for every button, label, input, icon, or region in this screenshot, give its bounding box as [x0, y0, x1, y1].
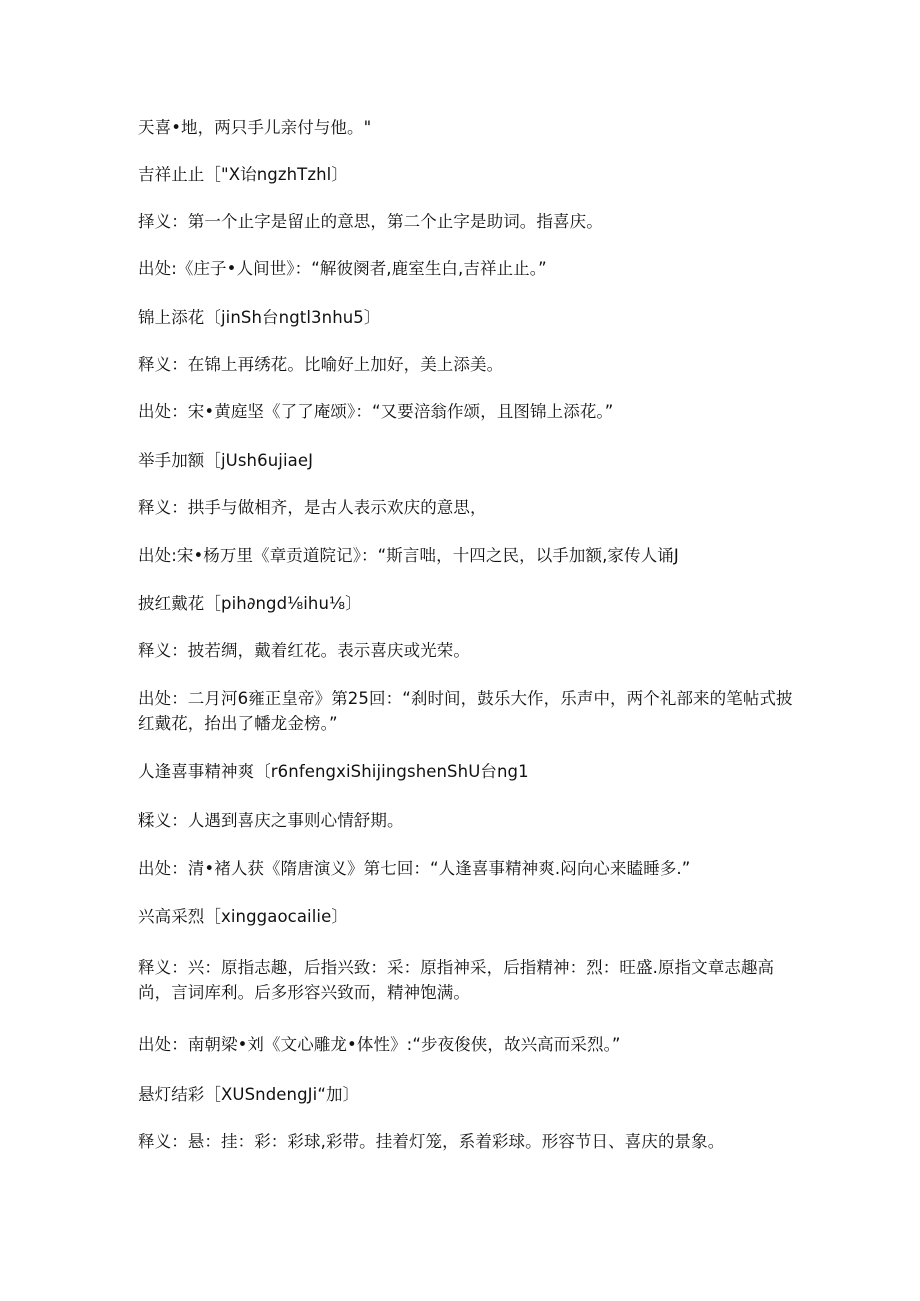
entry-title: 举手加额［jUsh6ujiaeJ — [138, 451, 314, 470]
definition-line: 释义：披若绸，戴着红花。表示喜庆或光荣。 — [138, 641, 470, 660]
source-line: 出处：南朝梁•刘《文心雕龙•体性》:“步夜俊侠，故兴高而采烈。” — [138, 1035, 621, 1054]
entry-title: 锦上添花〔jinSh台ngtl3nhu5〕 — [138, 308, 381, 327]
entry-title: 披红戴花［pih∂ngd⅛ihu⅛〕 — [138, 594, 362, 613]
entry-title: 悬灯结彩［XUSndengJi“加〕 — [138, 1085, 360, 1104]
entry-title: 吉祥止止［"X诒ngzhTzhl〕 — [138, 165, 348, 184]
source-line: 出处：清•褚人获《隋唐演义》第七回：“人逢喜事精神爽.闷向心来瞌睡多.” — [138, 859, 691, 878]
source-line: 出处:宋•杨万里《章贡道院记》：“斯言咄，十四之民，以手加额,家传人诵J — [138, 546, 679, 565]
source-line: 出处:《庄子•人间世》：“解彼阕者,鹿室生白,吉祥止止。” — [138, 259, 547, 278]
text-line: 天喜•地，两只手儿亲付与他。" — [138, 118, 372, 137]
definition-line: 释义：在锦上再绣花。比喻好上加好，美上添美。 — [138, 355, 504, 374]
definition-line: 释义：兴：原指志趣，后指兴致：采：原指神采，后指精神：烈：旺盛.原指文章志趣高尚，言词库利。后多形容兴致而，精神饱满。 — [138, 958, 775, 1002]
definition-line: 糅义：人遇到喜庆之事则心情舒期。 — [138, 811, 404, 830]
source-line: 出处：宋•黄庭坚《了了庵颂》：“又要涪翁作颂，且图锦上添花。” — [138, 402, 614, 421]
entry-title: 人逢喜事精神爽〔r6nfengxiShijingshenShU台ng1 — [138, 762, 529, 781]
source-line: 出处：二月河6雍正皇帝》第25回：“刹时间，鼓乐大作，乐声中，两个礼部来的笔帖式披红戴花，抬出了幡龙金榜。” — [138, 689, 793, 733]
definition-line: 释义：悬：挂：彩：彩球,彩带。挂着灯笼，系着彩球。形容节日、喜庆的景象。 — [138, 1132, 725, 1151]
definition-line: 释义：拱手与做相齐，是古人表示欢庆的意思， — [138, 498, 487, 517]
definition-line: 择义：第一个止字是留止的意思，第二个止字是助词。指喜庆。 — [138, 212, 603, 231]
entry-title: 兴高采烈［xinggaocailie〕 — [138, 907, 348, 926]
